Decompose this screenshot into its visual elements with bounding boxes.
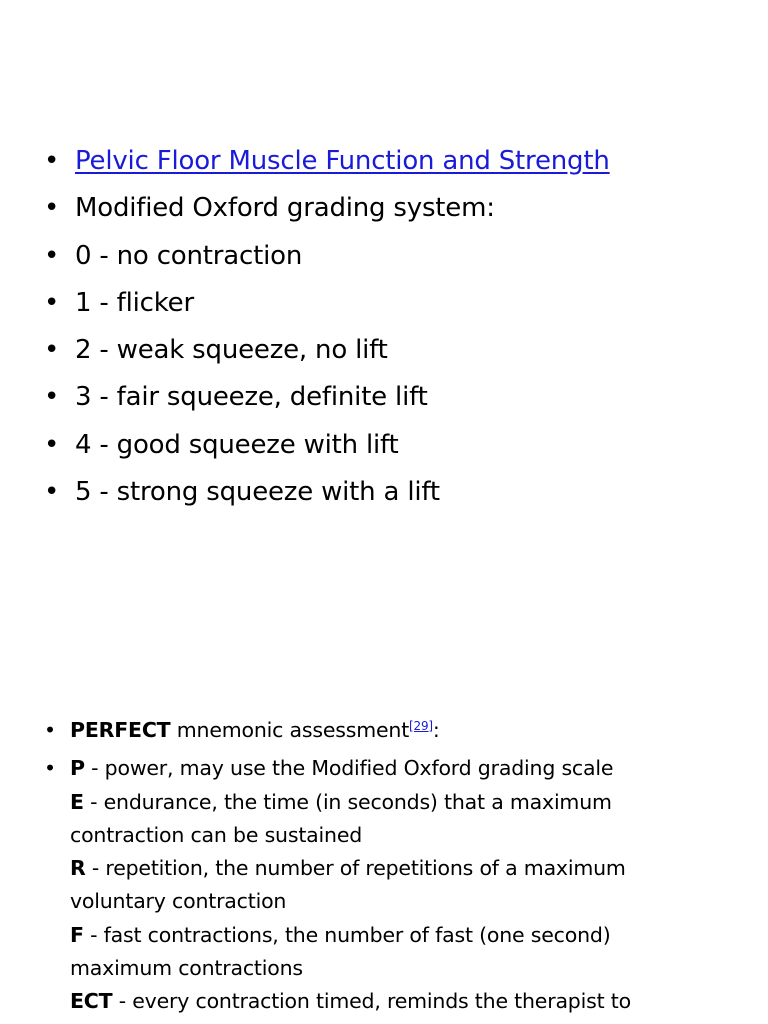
perfect-list — [44, 714, 754, 1019]
detail-letter: ECT — [70, 989, 113, 1014]
slide-bottom — [0, 700, 768, 1024]
detail-letter: F — [70, 922, 84, 947]
detail-letter: E — [70, 789, 84, 814]
detail-line — [70, 919, 754, 952]
list-item: • Modified Oxford grading system: — [44, 185, 610, 232]
pelvic-floor-link[interactable]: Pelvic Floor Muscle Function and Strength — [75, 146, 610, 176]
detail-line — [70, 885, 754, 918]
detail-line — [70, 952, 754, 985]
citation-link[interactable]: [29] — [409, 719, 433, 733]
list-item: • 5 - strong squeeze with a lift — [44, 469, 610, 516]
list-item: • 2 - weak squeeze, no lift — [44, 327, 610, 374]
detail-line — [70, 752, 754, 785]
detail-line — [70, 819, 754, 852]
detail-text: voluntary contraction — [70, 889, 287, 914]
detail-text: contraction can be sustained — [70, 822, 363, 847]
perfect-heading-suffix: : — [432, 718, 440, 742]
perfect-heading-text: mnemonic assessment — [170, 718, 410, 742]
grading-list — [44, 138, 610, 516]
list-item: • 1 - flicker — [44, 280, 610, 327]
list-item: • 0 - no contraction — [44, 233, 610, 280]
detail-line — [70, 852, 754, 885]
detail-letter: R — [70, 856, 86, 881]
detail-letter: P — [70, 756, 85, 781]
detail-text: - fast contractions, the number of fast (one second) — [83, 922, 611, 947]
detail-text: - endurance, the time (in seconds) that a maximum — [83, 789, 612, 814]
detail-line — [70, 985, 754, 1018]
detail-text: - power, may use the Modified Oxford grading scale — [84, 756, 614, 781]
perfect-heading-bold: PERFECT — [70, 718, 171, 742]
list-item — [44, 138, 610, 185]
detail-text: maximum contractions — [70, 956, 303, 981]
detail-text: - repetition, the number of repetitions of a maximum — [85, 856, 626, 881]
list-item: • 4 - good squeeze with lift — [44, 422, 610, 469]
detail-text: - every contraction timed, reminds the therapist to — [112, 989, 631, 1014]
list-item: • 3 - fair squeeze, definite lift — [44, 374, 610, 421]
perfect-details — [44, 752, 754, 1018]
detail-line — [70, 786, 754, 819]
perfect-heading — [44, 714, 754, 747]
